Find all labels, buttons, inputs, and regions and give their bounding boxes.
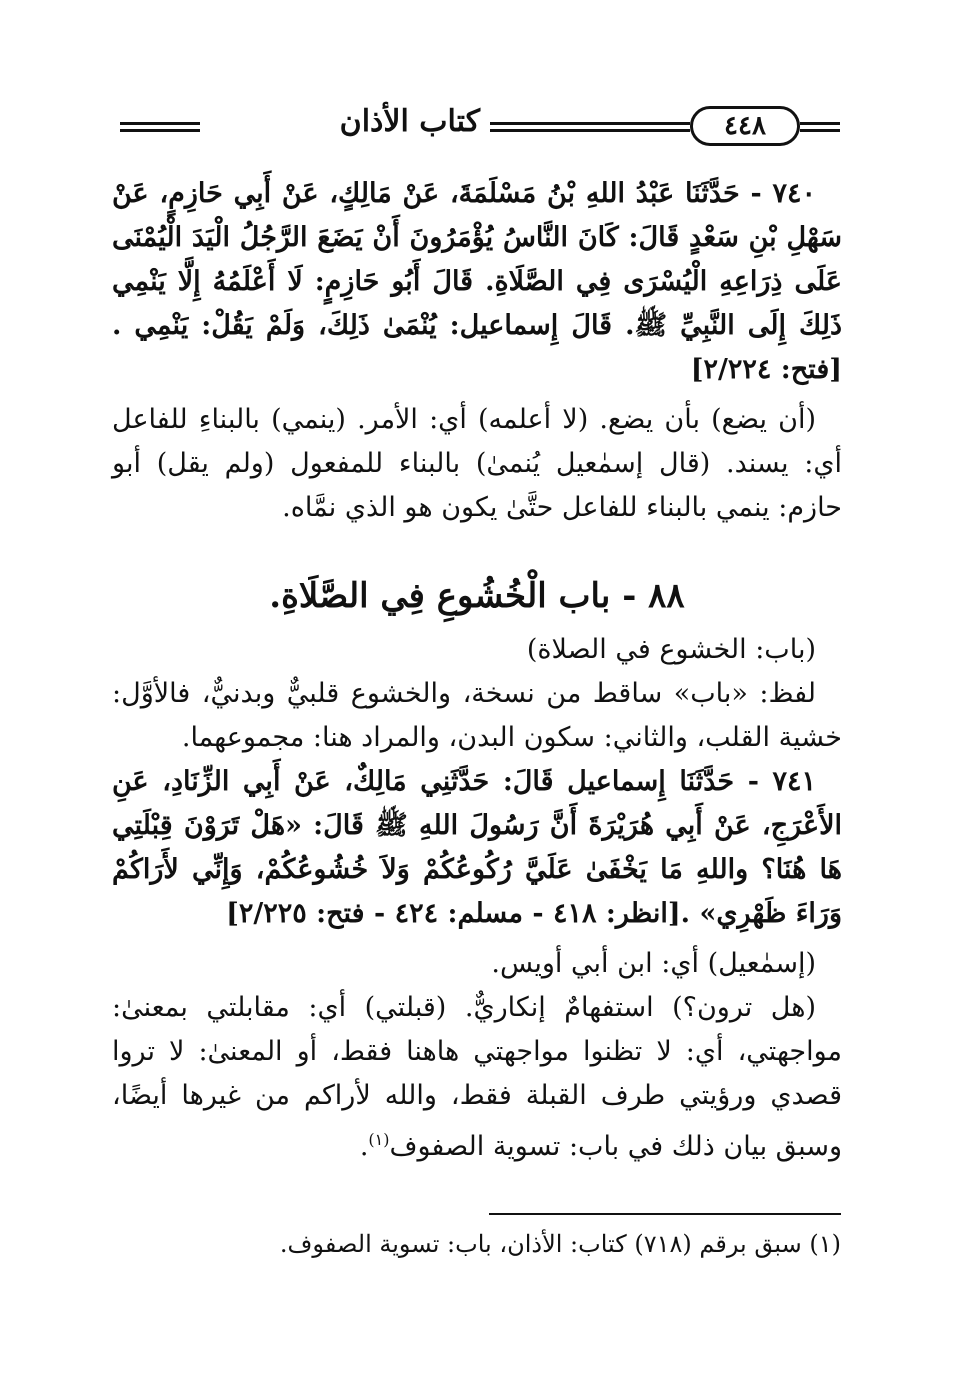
commentary-740: (أن يضع) بأن يضع. (لا أعلمه) أي: الأمر. (ينمي) بالبناءِ للفاعل أي: يسند. (قال إسمٰعيل يُنمىٰ) بالبناء للمفعول (ولم يقل) أبو حازم: ينمي بالبناء للفاعل حتَّىٰ يكون هو الذي نمَّاه. [112, 404, 842, 523]
commentary-741-text [112, 986, 842, 1169]
commentary-741-ismail: (إسمٰعيل) أي: ابن أبي أويس. [491, 948, 816, 979]
footnote-reference[interactable]: (١) [368, 1130, 390, 1149]
header-rule-left [120, 122, 200, 132]
footnote: (١) سبق برقم (٧١٨) كتاب: الأذان، باب: تسوية الصفوف. [279, 1230, 841, 1258]
hadith-741: ٧٤١ - حَدَّثَنَا إِسماعيل قَالَ: حَدَّثَنِي مَالِكٌ، عَنْ أَبِي الزِّنَادِ، عَنِ الأَعْرَجِ، عَنْ أَبِي هُرَيْرَةَ أَنَّ رَسُولَ اللهِ ﷺ قَالَ: «هَلْ تَرَوْنَ قِبْلَتِي هَا هُنَا؟ واللهِ مَا يَخْفَىٰ عَلَيَّ رُكُوعُكُمْ وَلاَ خُشُوعُكُمْ، وَإِنِّي لأَرَاكُمْ وَرَاءَ ظَهْرِي» .[انظر: ٤١٨ - مسلم: ٤٢٤ - فتح: ٢/٢٢٥] [112, 766, 842, 929]
page-number-ornament [800, 122, 840, 132]
hadith-740: ٧٤٠ - حَدَّثَنَا عَبْدُ اللهِ بْنُ مَسْلَمَةَ، عَنْ مَالِكٍ، عَنْ أَبِي حَازِمٍ، عَنْ سَهْلِ بْنِ سَعْدٍ قَالَ: كَانَ النَّاسُ يُؤْمَرُونَ أَنْ يَضَعَ الرَّجُلُ الْيَدَ الْيُمْنَى عَلَى ذِرَاعِهِ الْيُسْرَى فِي الصَّلَاةِ. قَالَ أَبُو حَازِمٍ: لَا أَعْلَمُهُ إِلَّا يَنْمِي ذَلِكَ إِلَى النَّبِيِّ ﷺ. قَالَ إِسماعيل: يُنْمَىٰ ذَلِكَ، وَلَمْ يَقُلْ: يَنْمِي .[فتح: ٢/٢٢٤] [112, 178, 842, 385]
commentary-741-body: (هل ترون؟) استفهامٌ إنكاريٌّ. (قبلتي) أي: مقابلتي بمعنىٰ: مواجهتي، أي: لا تظنوا مواجهتي هاهنا فقط، أو المعنىٰ: لا تروا قصدي ورؤيتي طرف القبلة فقط، والله لأراكم من غيرها أيضًا، وسبق بيان ذلك في باب: تسوية الصفوف [112, 992, 842, 1162]
commentary-741-end: . [359, 1131, 369, 1162]
chapter-commentary-text: لفظ: «باب» ساقط من نسخة، والخشوع قلبيٌّ وبدنيٌّ، فالأوَّل: خشية القلب، والثاني: سكون البدن، والمراد هنا: مجموعهما. [112, 678, 842, 753]
page-number: ٤٤٨ [690, 106, 800, 146]
chapter-commentary-title: (باب: الخشوع في الصلاة) [526, 634, 816, 665]
footnote-divider [489, 1213, 841, 1215]
chapter-heading: ٨٨ - باب الْخُشُوعِ فِي الصَّلَاةِ. [269, 576, 685, 616]
book-title: كتاب الأذان [339, 104, 480, 139]
page-body [112, 172, 842, 1169]
page-header [120, 100, 840, 160]
header-rule-right [490, 122, 690, 132]
